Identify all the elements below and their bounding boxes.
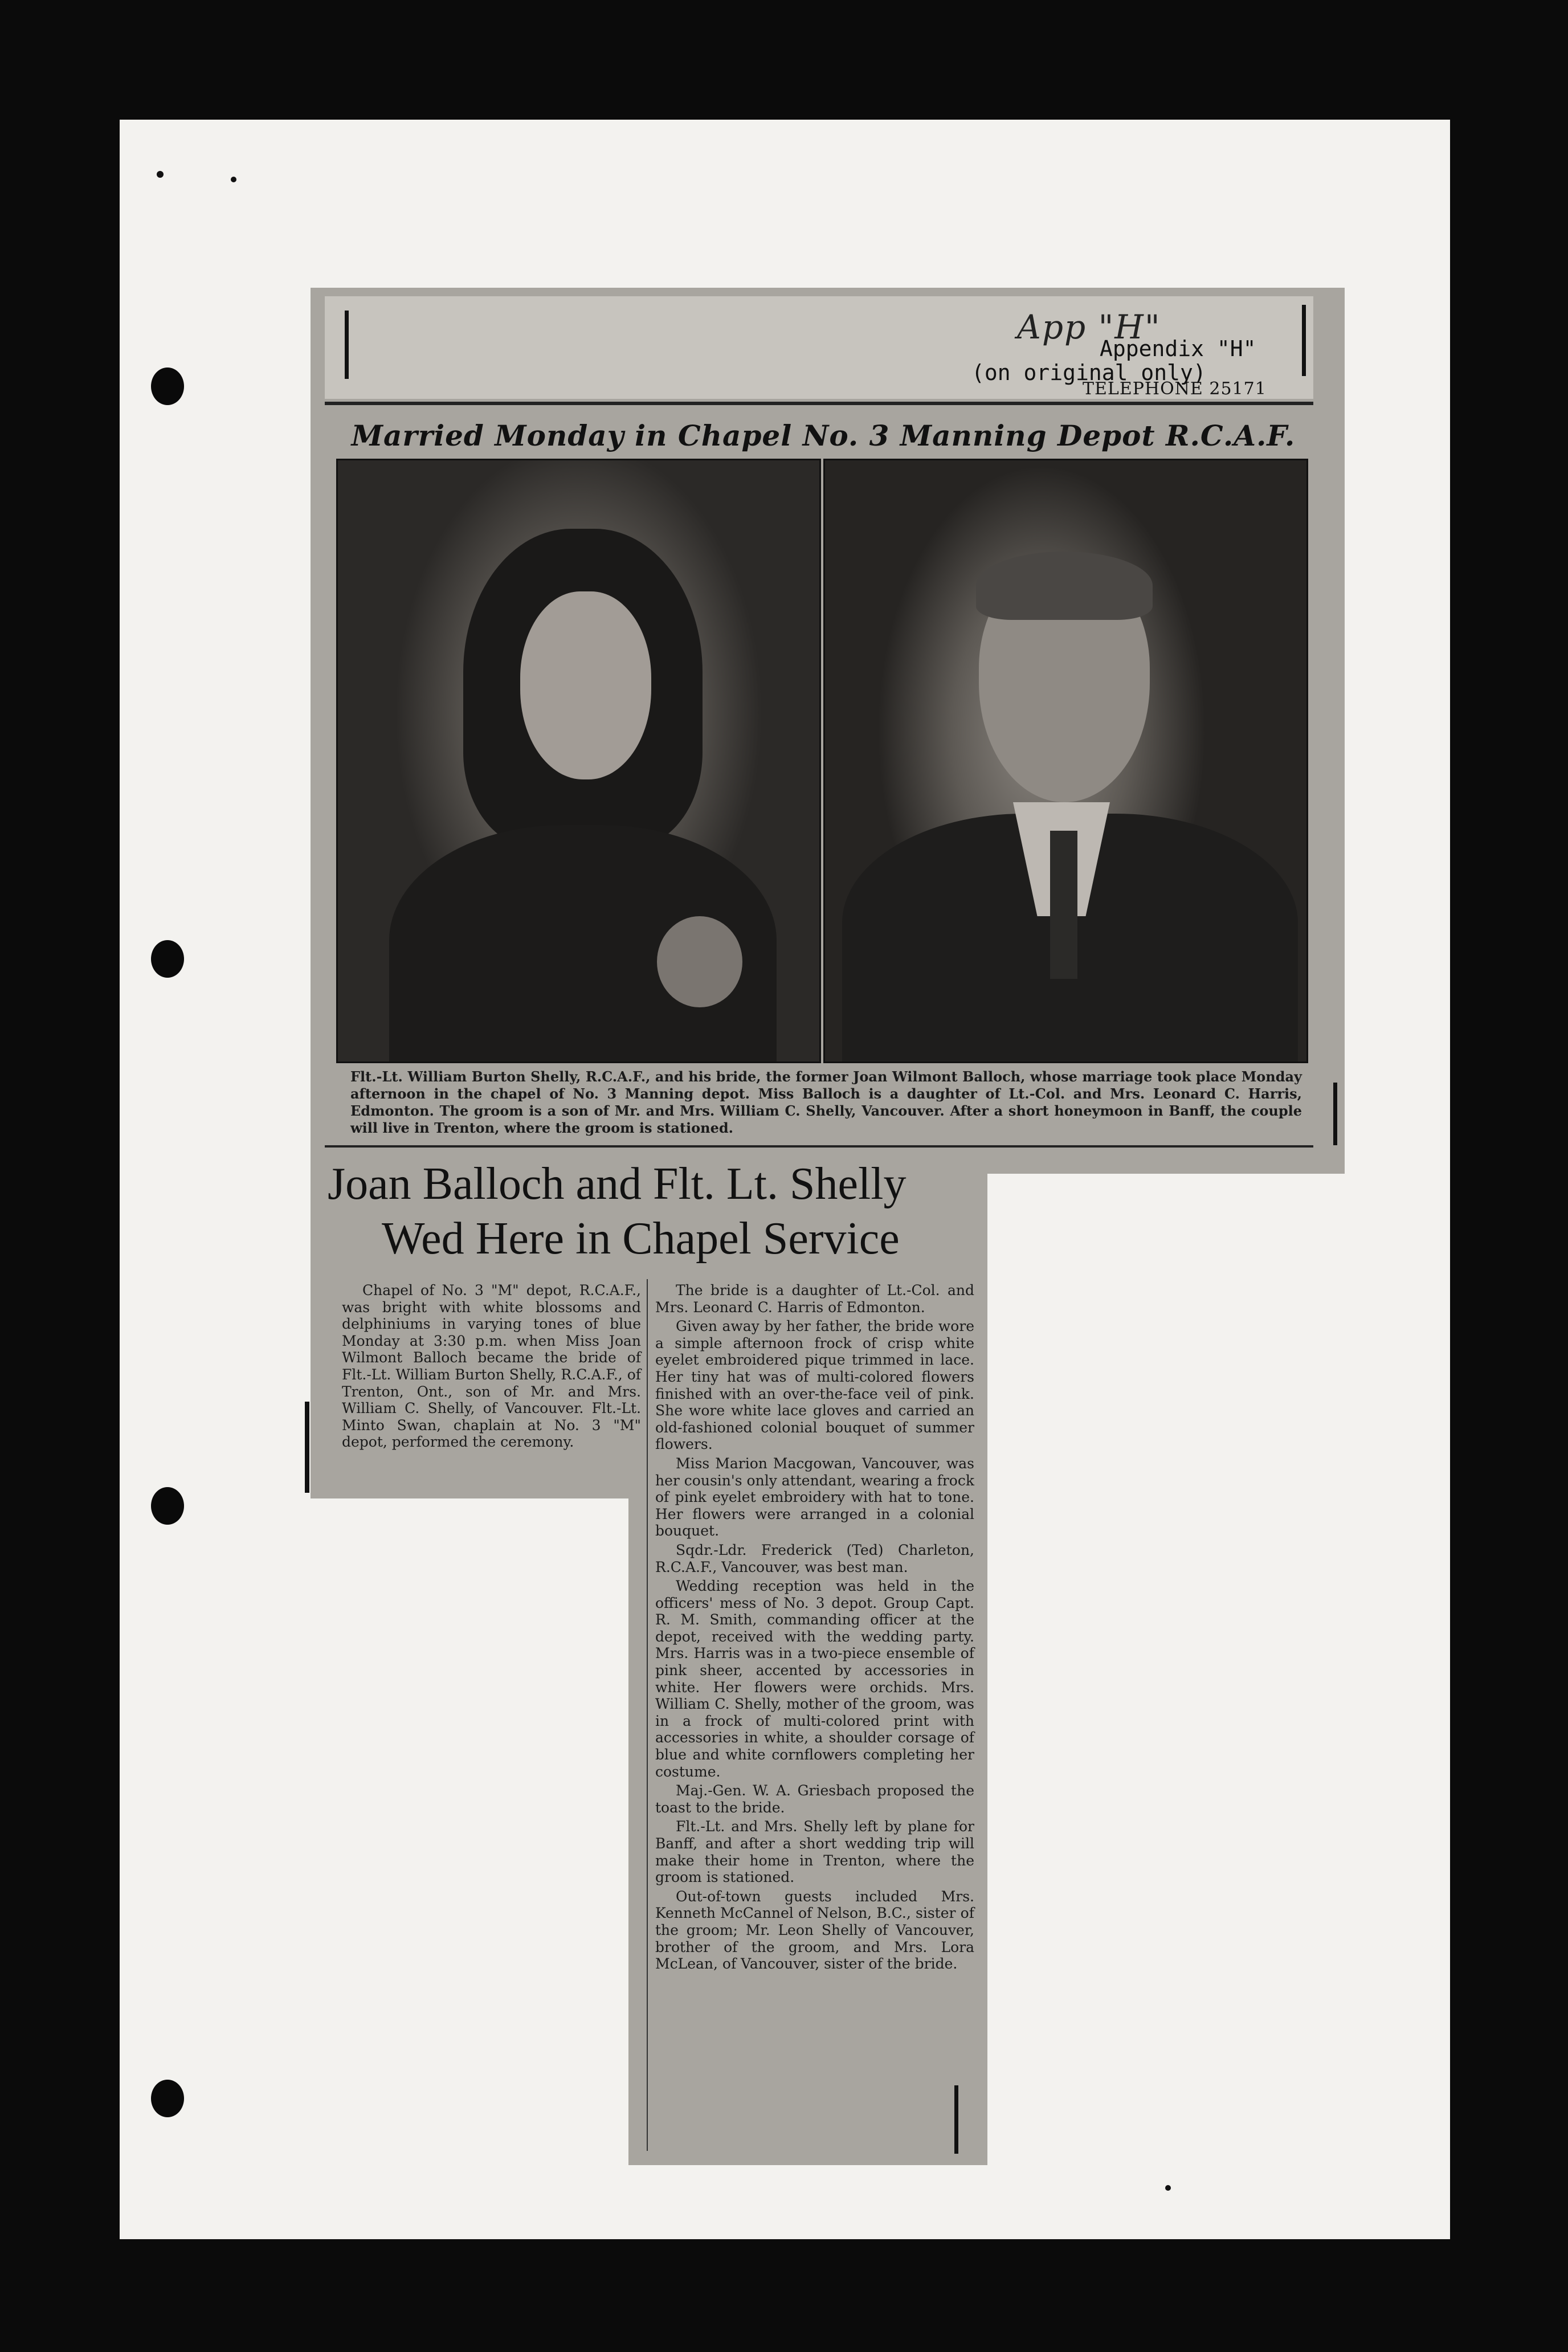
headline-line-2: Wed Here in Chapel Service [382,1214,900,1264]
article-paragraph: Chapel of No. 3 "M" depot, R.C.A.F., was bright with white blossoms and delphiniums in varying tones of blue Monday at 3:30 p.m. when Miss Joan Wilmont Balloch became the bride of Flt.-Lt. William Burton Shelly, R.C.A.F., of Trenton, Ont., son of Mr. and Mrs. William C. Shelly, of Vancouver. Flt.-Lt. Minto Swan, chaplain at No. 3 "M" depot, performed the ceremony. [342,1282,641,1451]
binder-hole [151,940,184,978]
speck [231,177,236,182]
article-paragraph: Given away by her father, the bride wore a simple afternoon frock of crisp white eyelet embroidered pique trimmed in lace. Her tiny hat was of multi-colored flowers finished with an over-the-face veil of pink. She wore white lace gloves and carried an old-fashioned colonial bouquet of summer flowers. [655,1318,974,1453]
article-paragraph: Miss Marion Macgowan, Vancouver, was her cousin's only attendant, wearing a frock of pink eyelet embroidery with hat to tone. Her flowers were arranged in a colonial bouquet. [655,1455,974,1540]
face-shape [520,591,651,779]
staple-mark [1333,1083,1337,1145]
binder-hole [151,1487,184,1525]
photo-caption: Flt.-Lt. William Burton Shelly, R.C.A.F., and his bride, the former Joan Wilmont Balloch, whose marriage took place Monday afternoon in the chapel of No. 3 Manning depot. Miss Balloch is a daughter of Lt.-Col. and Mrs. Leonard C. Harris, Edmonton. The groom is a son of Mr. and Mrs. William C. Shelly, Vancouver. After a short honeymoon in Banff, the couple will live in Trenton, where the groom is stationed. [350,1068,1302,1136]
newspaper-telephone-line: TELEPHONE 25171 [1083,379,1267,399]
speck [1165,2185,1171,2191]
binder-hole [151,368,184,405]
speck [157,171,164,178]
article-headline [328,1157,983,1266]
handwritten-annotation: App "H" [1017,308,1161,346]
article-paragraph: Wedding reception was held in the officers' mess of No. 3 depot. Group Capt. R. M. Smith, commanding officer at the depot, received with the wedding party. Mrs. Harris was in a two-piece ensemble of pink sheer, accented by accessories in white. Her flowers were orchids. Mrs. William C. Shelly, mother of the groom, was in a frock of multi-colored print with accessories in white, a shoulder corsage of blue and white cornflowers completing her costume. [655,1578,974,1780]
staple-mark [345,311,349,379]
header-rule [325,402,1313,405]
corsage-shape [657,916,742,1007]
article-paragraph: The bride is a daughter of Lt.-Col. and Mrs. Leonard C. Harris of Edmonton. [655,1282,974,1316]
typed-original-note: (on original only) [971,360,1206,385]
groom-portrait-photo [823,459,1308,1063]
staple-mark [1302,305,1306,376]
tie-shape [1050,831,1077,979]
article-paragraph: Maj.-Gen. W. A. Griesbach proposed the toast to the bride. [655,1782,974,1816]
hair-shape [976,552,1153,620]
article-right-column [655,1282,974,1975]
typed-appendix-label: Appendix "H" [1100,336,1256,361]
article-paragraph: Flt.-Lt. and Mrs. Shelly left by plane for Banff, and after a short wedding trip will make their home in Trenton, where the groom is stationed. [655,1818,974,1886]
staple-mark [954,2085,958,2154]
photo-heading: Married Monday in Chapel No. 3 Manning Depot R.C.A.F. [351,419,1296,452]
article-left-column [342,1282,641,1453]
caption-rule [325,1145,1313,1148]
column-divider [647,1279,648,2151]
binder-hole [151,2080,184,2117]
article-paragraph: Sqdr.-Ldr. Frederick (Ted) Charleton, R.C.A.F., Vancouver, was best man. [655,1541,974,1575]
article-paragraph: Out-of-town guests included Mrs. Kenneth McCannel of Nelson, B.C., sister of the groom; Mr. Leon Shelly of Vancouver, brother of the groom, and Mrs. Lora McLean, of Vancouver, sister of the bride. [655,1888,974,1973]
headline-line-1: Joan Balloch and Flt. Lt. Shelly [328,1159,906,1209]
staple-mark [305,1402,309,1493]
bride-portrait-photo [336,459,821,1063]
